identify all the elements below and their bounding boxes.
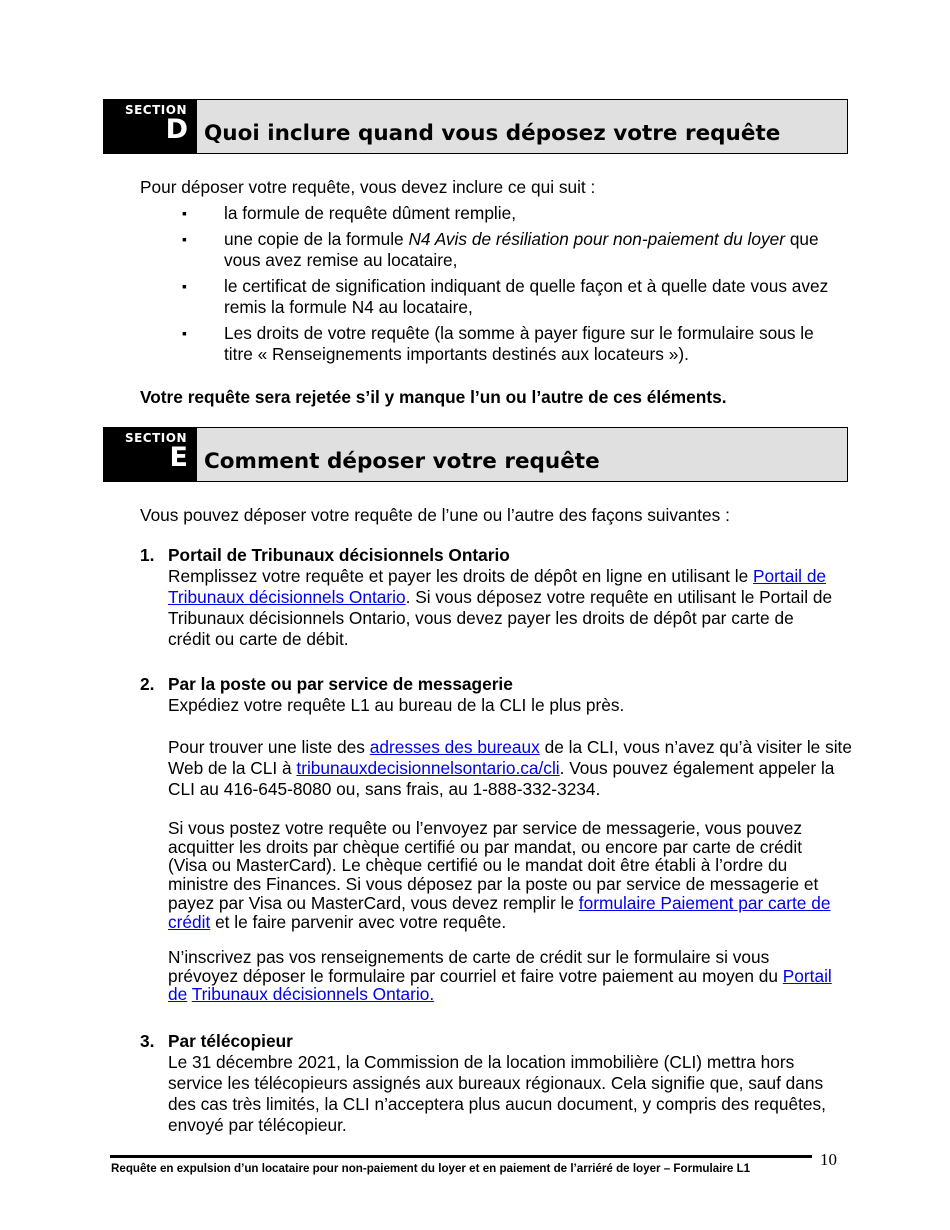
bullet-icon: ▪: [182, 278, 187, 294]
section-d-title: Quoi inclure quand vous déposez votre requête: [204, 121, 781, 146]
credit-card-form-link[interactable]: formulaire Paiement par carte de crédit: [168, 892, 831, 932]
list-item: [140, 203, 845, 224]
list-item-text: le certificat de signification indiquant de quelle façon et à quelle date vous avez remis la formule N4 au locataire,: [224, 276, 829, 317]
item-2-paragraph-payment: [168, 819, 838, 931]
section-d-intro: Pour déposer votre requête, vous devez inclure ce qui suit :: [140, 177, 596, 197]
required-items-list: [140, 203, 845, 370]
bullet-icon: ▪: [182, 231, 187, 247]
item-2-number: 2.: [140, 674, 155, 694]
footer-divider: [110, 1155, 812, 1158]
section-d-letter: D: [165, 114, 188, 145]
section-d-badge: [103, 99, 197, 154]
item-3-text: Le 31 décembre 2021, la Commission de la location immobilière (CLI) mettra hors service les télécopieurs assignés aux bureaux régionaux. Cela signifie que, sauf dans des cas très limités, la CLI n’acceptera plus aucun document, y compris des requêtes, envoyé par télécopieur.: [168, 1052, 826, 1135]
office-addresses-link[interactable]: adresses des bureaux: [369, 737, 540, 757]
rejection-warning: Votre requête sera rejetée s’il y manque l’un ou l’autre de ces éléments.: [140, 387, 727, 407]
list-item-text: une copie de la formule: [224, 229, 409, 249]
section-e-intro: Vous pouvez déposer votre requête de l’une ou l’autre des façons suivantes :: [140, 505, 730, 525]
portal-link-part1[interactable]: Portail de: [168, 965, 832, 1005]
item-1-text-a: Remplissez votre requête et payer les droits de dépôt en ligne en utilisant le: [168, 566, 749, 586]
item-1-number: 1.: [140, 545, 155, 565]
list-item-text: que vous avez remise au locataire,: [224, 229, 819, 270]
item-1-heading: Portail de Tribunaux décisionnels Ontario: [168, 545, 510, 565]
list-item: [140, 276, 845, 318]
item-2-p3-b: et le faire parvenir avec votre requête.: [210, 911, 507, 932]
item-2-p3-a: Si vous postez votre requête ou l’envoyez par service de messagerie, vous pouvez acquitter les droits par chèque certifié ou par mandat, ou encore par carte de crédit (Visa ou MasterCard). Le chèque certifié ou le mandat doit être établi à l’ordre du ministre des Finances. Si vous déposez par la poste ou par service de messagerie et payez par Visa ou MasterCard, vous devez remplir le: [168, 818, 819, 913]
section-e-label: SECTION: [124, 431, 187, 445]
tribunals-portal-link[interactable]: Portail de Tribunaux décisionnels Ontario: [168, 566, 827, 607]
item-2-line1: Expédiez votre requête L1 au bureau de la CLI le plus près.: [168, 695, 625, 715]
list-item-text: Les droits de votre requête (la somme à payer figure sur le formulaire sous le titre « Renseignements importants destinés aux locateurs »).: [224, 323, 814, 364]
item-1-text-b: . Si vous déposez votre requête en utilisant le Portail de Tribunaux décisionnels Ontario, vous devez payer les droits de dépôt par carte de crédit ou carte de débit.: [168, 587, 833, 649]
item-2-paragraph-offices: [168, 737, 853, 800]
section-e-letter: E: [169, 442, 188, 473]
item-3-number: 3.: [140, 1031, 155, 1051]
item-2-p2-a: Pour trouver une liste des: [168, 737, 370, 757]
section-e-header: [103, 427, 848, 482]
item-2-p2-c: . Vous pouvez également appeler la CLI au 416-645-8080 ou, sans frais, au 1-888-332-3234.: [168, 758, 835, 799]
bullet-icon: ▪: [182, 325, 187, 341]
section-e-title: Comment déposer votre requête: [204, 449, 600, 474]
list-item: [140, 229, 845, 271]
item-2-paragraph-warning: [168, 948, 838, 1004]
item-1-text: [168, 566, 840, 650]
item-2-p2-b: de la CLI, vous n’avez qu’à visiter le site Web de la CLI à: [168, 737, 852, 778]
page-number: 10: [820, 1150, 837, 1169]
list-item-text: la formule de requête dûment remplie,: [224, 203, 517, 223]
section-d-label: SECTION: [124, 103, 187, 117]
section-e-badge: [103, 427, 197, 482]
item-2-heading: Par la poste ou par service de messagerie: [168, 674, 513, 694]
bullet-icon: ▪: [182, 205, 187, 221]
item-2-p4-a: N’inscrivez pas vos renseignements de carte de crédit sur le formulaire si vous prévoyez déposer le formulaire par courriel et faire votre paiement au moyen du: [168, 947, 783, 986]
list-item: [140, 323, 845, 365]
ltb-website-link[interactable]: tribunauxdecisionnelsontario.ca/cli: [296, 758, 560, 778]
footer-text: Requête en expulsion d’un locataire pour non-paiement du loyer et en paiement de l’arriéré de loyer – Formulaire L1: [111, 1162, 751, 1175]
item-3-heading: Par télécopieur: [168, 1031, 293, 1051]
section-d-header: [103, 99, 848, 154]
portal-link-part2[interactable]: Tribunaux décisionnels Ontario.: [191, 984, 435, 1005]
form-n4-title: N4 Avis de résiliation pour non-paiement du loyer: [408, 229, 786, 249]
